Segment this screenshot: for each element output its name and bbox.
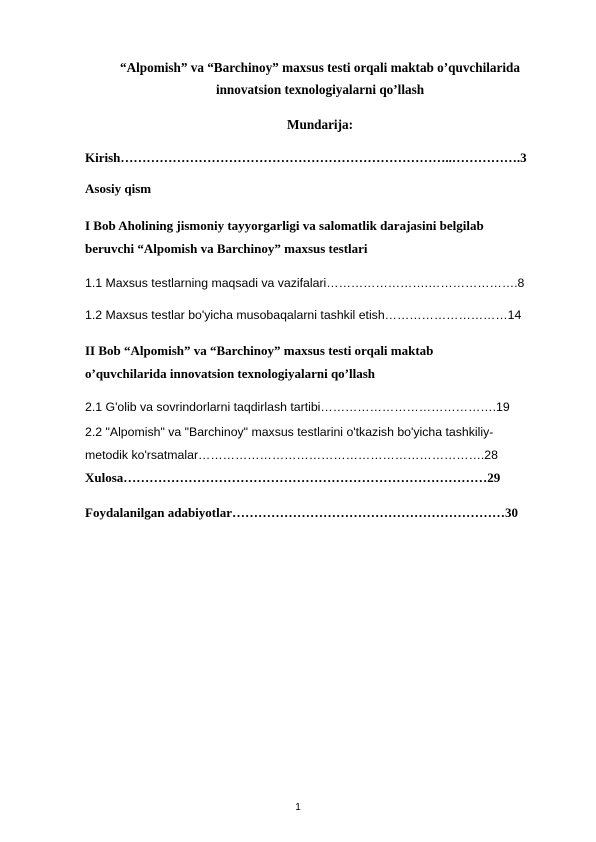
document-title-line2: innovatsion texnologiyalarni qo’llash <box>215 82 425 97</box>
toc-chapter-1-line2: beruvchi “Alpomish va Barchinoy” maxsus testlari <box>85 241 368 256</box>
toc-entry-2-2-line1: 2.2 "Alpomish" va "Barchinoy" maxsus testlarini o'tkazish bo'yicha tashkiliy- <box>85 425 494 439</box>
toc-entry-asosiy-qism: Asosiy qism <box>85 181 152 196</box>
toc-entry-1-2: 1.2 Maxsus testlar bo'yicha musobaqalarni tashkil etish…………………………14 <box>85 308 522 322</box>
toc-entry-2-2-line2: metodik ko'rsatmalar…………………………………………………………….28 <box>85 448 498 462</box>
toc-heading: Mundarija: <box>287 117 353 132</box>
page-number: 1 <box>295 802 301 813</box>
document-title: “Alpomish” va “Barchinoy” maxsus testi orqali maktab o’quvchilarida <box>120 60 520 75</box>
toc-chapter-2-line1: II Bob “Alpomish” va “Barchinoy” maxsus testi orqali maktab <box>85 343 434 358</box>
toc-entry-kirish: Kirish…………………………………………………………………..…………….3 <box>85 150 527 165</box>
toc-chapter-2-line2: o’quvchilarida innovatsion texnologiyalarni qo’llash <box>85 366 376 381</box>
toc-entry-adabiyotlar: Foydalanilgan adabiyotlar………………………………………………………30 <box>85 505 518 520</box>
toc-chapter-1-line1: I Bob Aholining jismoniy tayyorgarligi va salomatlik darajasini belgilab <box>85 218 484 233</box>
toc-entry-xulosa: Xulosa…………………………………………………………………………29 <box>85 470 501 485</box>
toc-entry-1-1: 1.1 Maxsus testlarning maqsadi va vazifalari…………………….………………….8 <box>85 276 525 290</box>
toc-entry-2-1: 2.1 G'olib va sovrindorlarni taqdirlash tartibi…………………………………….19 <box>85 400 510 414</box>
